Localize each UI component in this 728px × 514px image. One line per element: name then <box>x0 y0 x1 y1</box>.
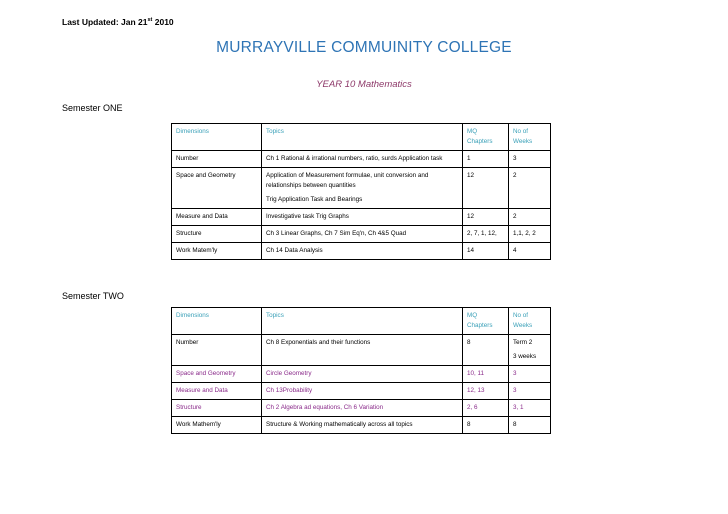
table-row <box>172 335 551 366</box>
cell-topics: Circle Geometry <box>262 366 463 383</box>
cell-dimension: Structure <box>172 226 262 243</box>
cell-weeks: 1,1, 2, 2 <box>509 226 551 243</box>
cell-weeks: 2 <box>509 168 551 209</box>
cell-topics: Investigative task Trig Graphs <box>262 209 463 226</box>
page-title: MURRAYVILLE COMMUINITY COLLEGE <box>216 39 512 56</box>
cell-topics: Structure & Working mathematically across all topics <box>262 417 463 434</box>
semester-one-table <box>171 123 551 260</box>
last-updated: Last Updated: Jan 21st 2010 <box>62 17 174 27</box>
header-topics: Topics <box>262 124 463 151</box>
cell-topics: Ch 2 Algebra ad equations, Ch 6 Variation <box>262 400 463 417</box>
semester-two-label: Semester TWO <box>62 291 124 301</box>
header-weeks: No of Weeks <box>509 308 551 335</box>
table-row <box>172 417 551 434</box>
cell-dimension: Measure and Data <box>172 383 262 400</box>
cell-mq: 14 <box>463 243 509 260</box>
cell-mq: 2, 6 <box>463 400 509 417</box>
cell-topics: Application of Measurement formulae, unit conversion and relationships between quantities Trig Application Task and Bearings <box>262 168 463 209</box>
cell-topics: Ch 13Probability <box>262 383 463 400</box>
cell-weeks: 3 <box>509 151 551 168</box>
table-header-row <box>172 308 551 335</box>
cell-dimension: Number <box>172 335 262 366</box>
header-mq-chapters: MQ Chapters <box>463 124 509 151</box>
header-topics: Topics <box>262 308 463 335</box>
table-row <box>172 151 551 168</box>
cell-dimension: Structure <box>172 400 262 417</box>
header-weeks: No of Weeks <box>509 124 551 151</box>
cell-mq: 1 <box>463 151 509 168</box>
page-subtitle: YEAR 10 Mathematics <box>316 79 412 90</box>
header-dimensions: Dimensions <box>172 124 262 151</box>
cell-mq: 12 <box>463 168 509 209</box>
cell-weeks: 3 <box>509 366 551 383</box>
cell-mq: 12, 13 <box>463 383 509 400</box>
table-row <box>172 366 551 383</box>
cell-weeks: 4 <box>509 243 551 260</box>
cell-mq: 10, 11 <box>463 366 509 383</box>
cell-dimension: Work Matem'ly <box>172 243 262 260</box>
cell-dimension: Measure and Data <box>172 209 262 226</box>
table-row <box>172 226 551 243</box>
table-row <box>172 168 551 209</box>
cell-weeks: Term 2 3 weeks <box>509 335 551 366</box>
cell-topics: Ch 3 Linear Graphs, Ch 7 Sim Eq'n, Ch 4&5 Quad <box>262 226 463 243</box>
semester-one-label: Semester ONE <box>62 103 123 113</box>
cell-weeks: 3, 1 <box>509 400 551 417</box>
cell-dimension: Space and Geometry <box>172 366 262 383</box>
cell-mq: 8 <box>463 417 509 434</box>
cell-weeks: 2 <box>509 209 551 226</box>
table-header-row <box>172 124 551 151</box>
cell-mq: 12 <box>463 209 509 226</box>
cell-mq: 8 <box>463 335 509 366</box>
cell-dimension: Number <box>172 151 262 168</box>
cell-dimension: Work Mathem'ly <box>172 417 262 434</box>
cell-weeks: 3 <box>509 383 551 400</box>
table-row <box>172 400 551 417</box>
table-row <box>172 243 551 260</box>
cell-mq: 2, 7, 1, 12, <box>463 226 509 243</box>
table-row <box>172 209 551 226</box>
table-row <box>172 383 551 400</box>
cell-weeks: 8 <box>509 417 551 434</box>
cell-dimension: Space and Geometry <box>172 168 262 209</box>
header-mq-chapters: MQ Chapters <box>463 308 509 335</box>
semester-two-table <box>171 307 551 434</box>
cell-topics: Ch 14 Data Analysis <box>262 243 463 260</box>
header-dimensions: Dimensions <box>172 308 262 335</box>
cell-topics: Ch 1 Rational & irrational numbers, ratio, surds Application task <box>262 151 463 168</box>
cell-topics: Ch 8 Exponentials and their functions <box>262 335 463 366</box>
